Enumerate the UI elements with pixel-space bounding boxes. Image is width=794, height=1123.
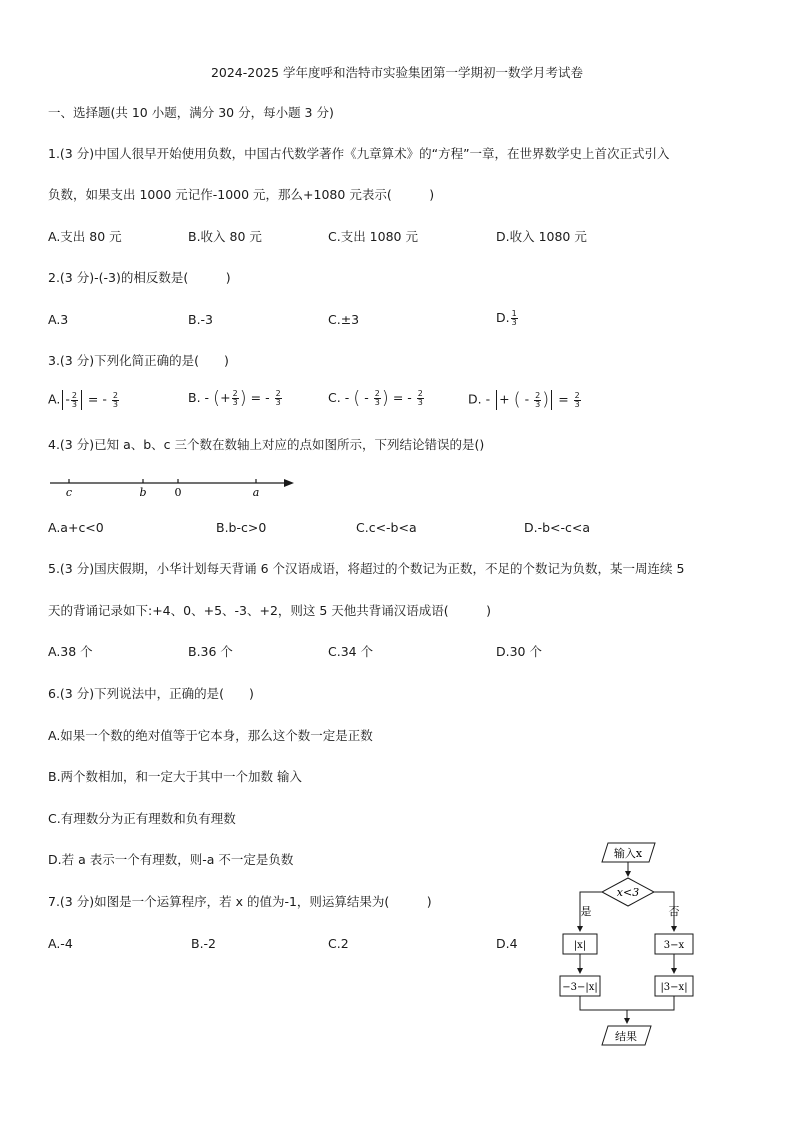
section-header: 一、选择题(共 10 小题，满分 30 分，每小题 3 分) [48, 105, 334, 120]
q1-line2: 负数，如果支出 1000 元记作-1000 元，那么+1080 元表示( ) [48, 187, 435, 202]
yes-label: 是 [580, 905, 592, 918]
q6-option-b[interactable]: B.两个数相加，和一定大于其中一个加数 输入 [48, 769, 303, 784]
q1-option-a[interactable]: A.支出 80 元 [48, 229, 122, 244]
left-box-2-label: −3−|x| [562, 982, 598, 993]
flowchart [550, 838, 710, 1053]
q6-option-d[interactable]: D.若 a 表示一个有理数，则-a 不一定是负数 [48, 852, 294, 867]
q4-option-c[interactable]: C.c<-b<a [356, 520, 417, 535]
q2-stem: 2.(3 分)-(-3)的相反数是( ) [48, 270, 231, 285]
merge-line [580, 996, 674, 1010]
q1-line1: 1.(3 分)中国人很早开始使用负数，中国古代数学著作《九章算术》的“方程”一章，在世界数学史上首次正式引入 [48, 146, 670, 161]
number-line [44, 472, 304, 502]
q2-option-a[interactable]: A.3 [48, 312, 69, 327]
q6-option-a[interactable]: A.如果一个数的绝对值等于它本身，那么这个数一定是正数 [48, 728, 373, 743]
q5-option-c[interactable]: C.34 个 [328, 644, 374, 659]
no-label: 否 [668, 905, 680, 918]
q3-stem: 3.(3 分)下列化简正确的是( ) [48, 353, 229, 368]
q4-option-d[interactable]: D.-b<-c<a [524, 520, 591, 535]
right-box-1-label: 3−x [663, 940, 685, 951]
q2-option-d[interactable] [496, 310, 519, 327]
q2-option-d-label: D. [496, 310, 510, 325]
q5-option-d[interactable]: D.30 个 [496, 644, 542, 659]
q7-option-c[interactable]: C.2 [328, 936, 349, 951]
label-0: 0 [174, 486, 182, 499]
q5-option-a[interactable]: A.38 个 [48, 644, 93, 659]
q6-option-c[interactable]: C.有理数分为正有理数和负有理数 [48, 811, 236, 826]
q7-option-a[interactable]: A.-4 [48, 936, 73, 951]
q1-option-b[interactable]: B.收入 80 元 [188, 229, 262, 244]
q5-option-b[interactable]: B.36 个 [188, 644, 233, 659]
q2-option-c[interactable]: C.±3 [328, 312, 360, 327]
input-label: 输入x [613, 847, 643, 860]
q3-option-b[interactable]: B. - (+ $\frac{2}{3}$ ) = - $\frac{2}{3}$ [188, 387, 281, 409]
q1-option-c[interactable]: C.支出 1080 元 [328, 229, 418, 244]
q4-option-b[interactable]: B.b-c>0 [216, 520, 267, 535]
q2-option-b[interactable]: B.-3 [188, 312, 214, 327]
label-c: c [65, 486, 73, 499]
q6-stem: 6.(3 分)下列说法中，正确的是( ) [48, 686, 254, 701]
arrow-icon [284, 479, 294, 487]
label-b: b [139, 486, 147, 499]
page-title: 2024-2025 学年度呼和浩特市实验集团第一学期初一数学月考试卷 [210, 65, 584, 80]
q3-option-c[interactable]: C. - ( - $\frac{2}{3}$ ) = - $\frac{2}{3}$ [328, 387, 423, 409]
q7-option-d[interactable]: D.4 [496, 936, 518, 951]
q7-option-b[interactable]: B.-2 [191, 936, 217, 951]
q3-option-d[interactable]: D. - + ( - $\frac{2}{3}$ ) = $\frac{2}{3}$ [468, 389, 580, 410]
q4-option-a[interactable]: A.a+c<0 [48, 520, 104, 535]
right-box-2-label: |3−x| [660, 982, 688, 993]
q5-line2: 天的背诵记录如下:+4、0、+5、-3、+2，则这 5 天他共背诵汉语成语( ) [48, 603, 492, 618]
condition-label: x<3 [616, 886, 640, 899]
q1-option-d[interactable]: D.收入 1080 元 [496, 229, 587, 244]
fraction: $\frac{1}{3}$ [511, 309, 517, 327]
label-a: a [252, 486, 260, 499]
q3-option-a[interactable]: A. - $\frac{2}{3}$ = - $\frac{2}{3}$ [48, 390, 118, 409]
q5-line1: 5.(3 分)国庆假期，小华计划每天背诵 6 个汉语成语，将超过的个数记为正数，不足的个数记为负数，某一周连续 5 [48, 561, 685, 576]
left-box-1-label: |x| [573, 940, 587, 951]
q7-stem: 7.(3 分)如图是一个运算程序，若 x 的值为-1，则运算结果为( ) [48, 894, 432, 909]
output-label: 结果 [615, 1030, 637, 1043]
q4-stem: 4.(3 分)已知 a、b、c 三个数在数轴上对应的点如图所示，下列结论错误的是() [48, 437, 485, 452]
